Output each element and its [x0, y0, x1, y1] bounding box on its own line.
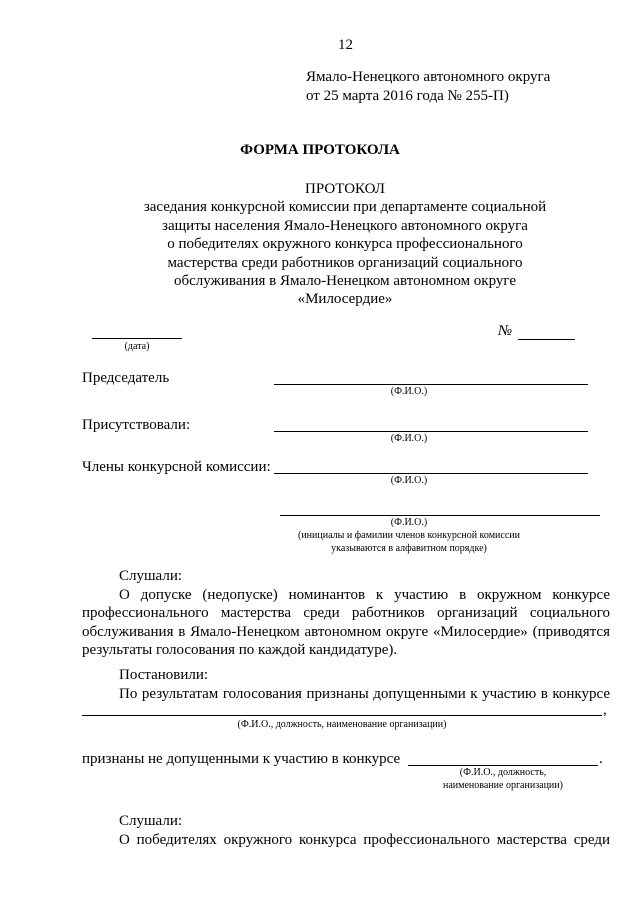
- header-line-2: от 25 марта 2016 года № 255-П): [306, 88, 509, 104]
- form-title: ФОРМА ПРОТОКОЛА: [240, 142, 400, 158]
- members-label: Члены конкурсной комиссии:: [82, 459, 271, 475]
- heard-label-2: Слушали:: [119, 813, 183, 829]
- date-caption: (дата): [124, 341, 150, 352]
- protocol-line: защиты населения Ямало-Ненецкого автономного округа: [162, 218, 528, 234]
- protocol-line: заседания конкурсной комиссии при департаменте социальной: [143, 199, 547, 215]
- protocol-line: о победителях окружного конкурса профессионального: [167, 236, 523, 252]
- decided-line-2: признаны не допущенными к участию в конкурсе: [82, 751, 401, 767]
- protocol-title: ПРОТОКОЛ: [305, 181, 385, 197]
- protocol-line: «Милосердие»: [297, 291, 393, 307]
- protocol-line: мастерства среди работников организаций социального: [167, 255, 523, 271]
- date-blank-line: [92, 338, 182, 339]
- heard-label: Слушали:: [119, 568, 183, 584]
- protocol-line: обслуживания в Ямало-Ненецком автономном округе: [173, 273, 517, 289]
- fio-caption: (Ф.И.О.): [390, 433, 428, 444]
- heard-paragraph-line: результаты голосования по каждой кандидатуре).: [82, 642, 398, 658]
- number-sign: №: [498, 323, 513, 339]
- members-note-line: указываются в алфавитном порядке): [331, 543, 487, 554]
- heard-paragraph-line: профессионального мастерства среди работников организаций социального: [82, 605, 610, 621]
- chairman-blank-line: [274, 384, 588, 385]
- fio-caption: (Ф.И.О.): [390, 475, 428, 486]
- heard-paragraph-line: О допуске (недопуске) номинантов к участию в окружном конкурсе: [119, 587, 610, 603]
- chairman-label: Председатель: [82, 370, 170, 386]
- present-label: Присутствовали:: [82, 417, 191, 433]
- members-blank-line: [274, 473, 588, 474]
- not-admitted-blank-line: [408, 765, 598, 766]
- present-blank-line: [274, 431, 588, 432]
- page-number: 12: [338, 37, 353, 53]
- not-admitted-caption: наименование организации): [443, 780, 563, 791]
- admitted-comma: ,: [603, 702, 607, 718]
- header-line-1: Ямало-Ненецкого автономного округа: [306, 69, 551, 85]
- heard-2-line-1: О победителях окружного конкурса профессионального мастерства среди: [119, 832, 610, 848]
- heard-paragraph-line: обслуживания в Ямало-Ненецком автономном округе «Милосердие» (приводятся: [82, 624, 610, 640]
- members-note-line: (инициалы и фамилии членов конкурсной комиссии: [298, 530, 520, 541]
- not-admitted-period: .: [599, 751, 603, 767]
- admitted-caption: (Ф.И.О., должность, наименование организации): [237, 719, 447, 730]
- not-admitted-caption: (Ф.И.О., должность,: [459, 767, 547, 778]
- members-blank-line-2: [280, 515, 600, 516]
- fio-caption: (Ф.И.О.): [390, 386, 428, 397]
- number-blank-line: [518, 339, 575, 340]
- fio-caption: (Ф.И.О.): [390, 517, 428, 528]
- admitted-blank-line: [82, 715, 602, 716]
- decided-label: Постановили:: [119, 667, 209, 683]
- decided-line-1: По результатам голосования признаны допущенными к участию в конкурсе: [119, 686, 610, 702]
